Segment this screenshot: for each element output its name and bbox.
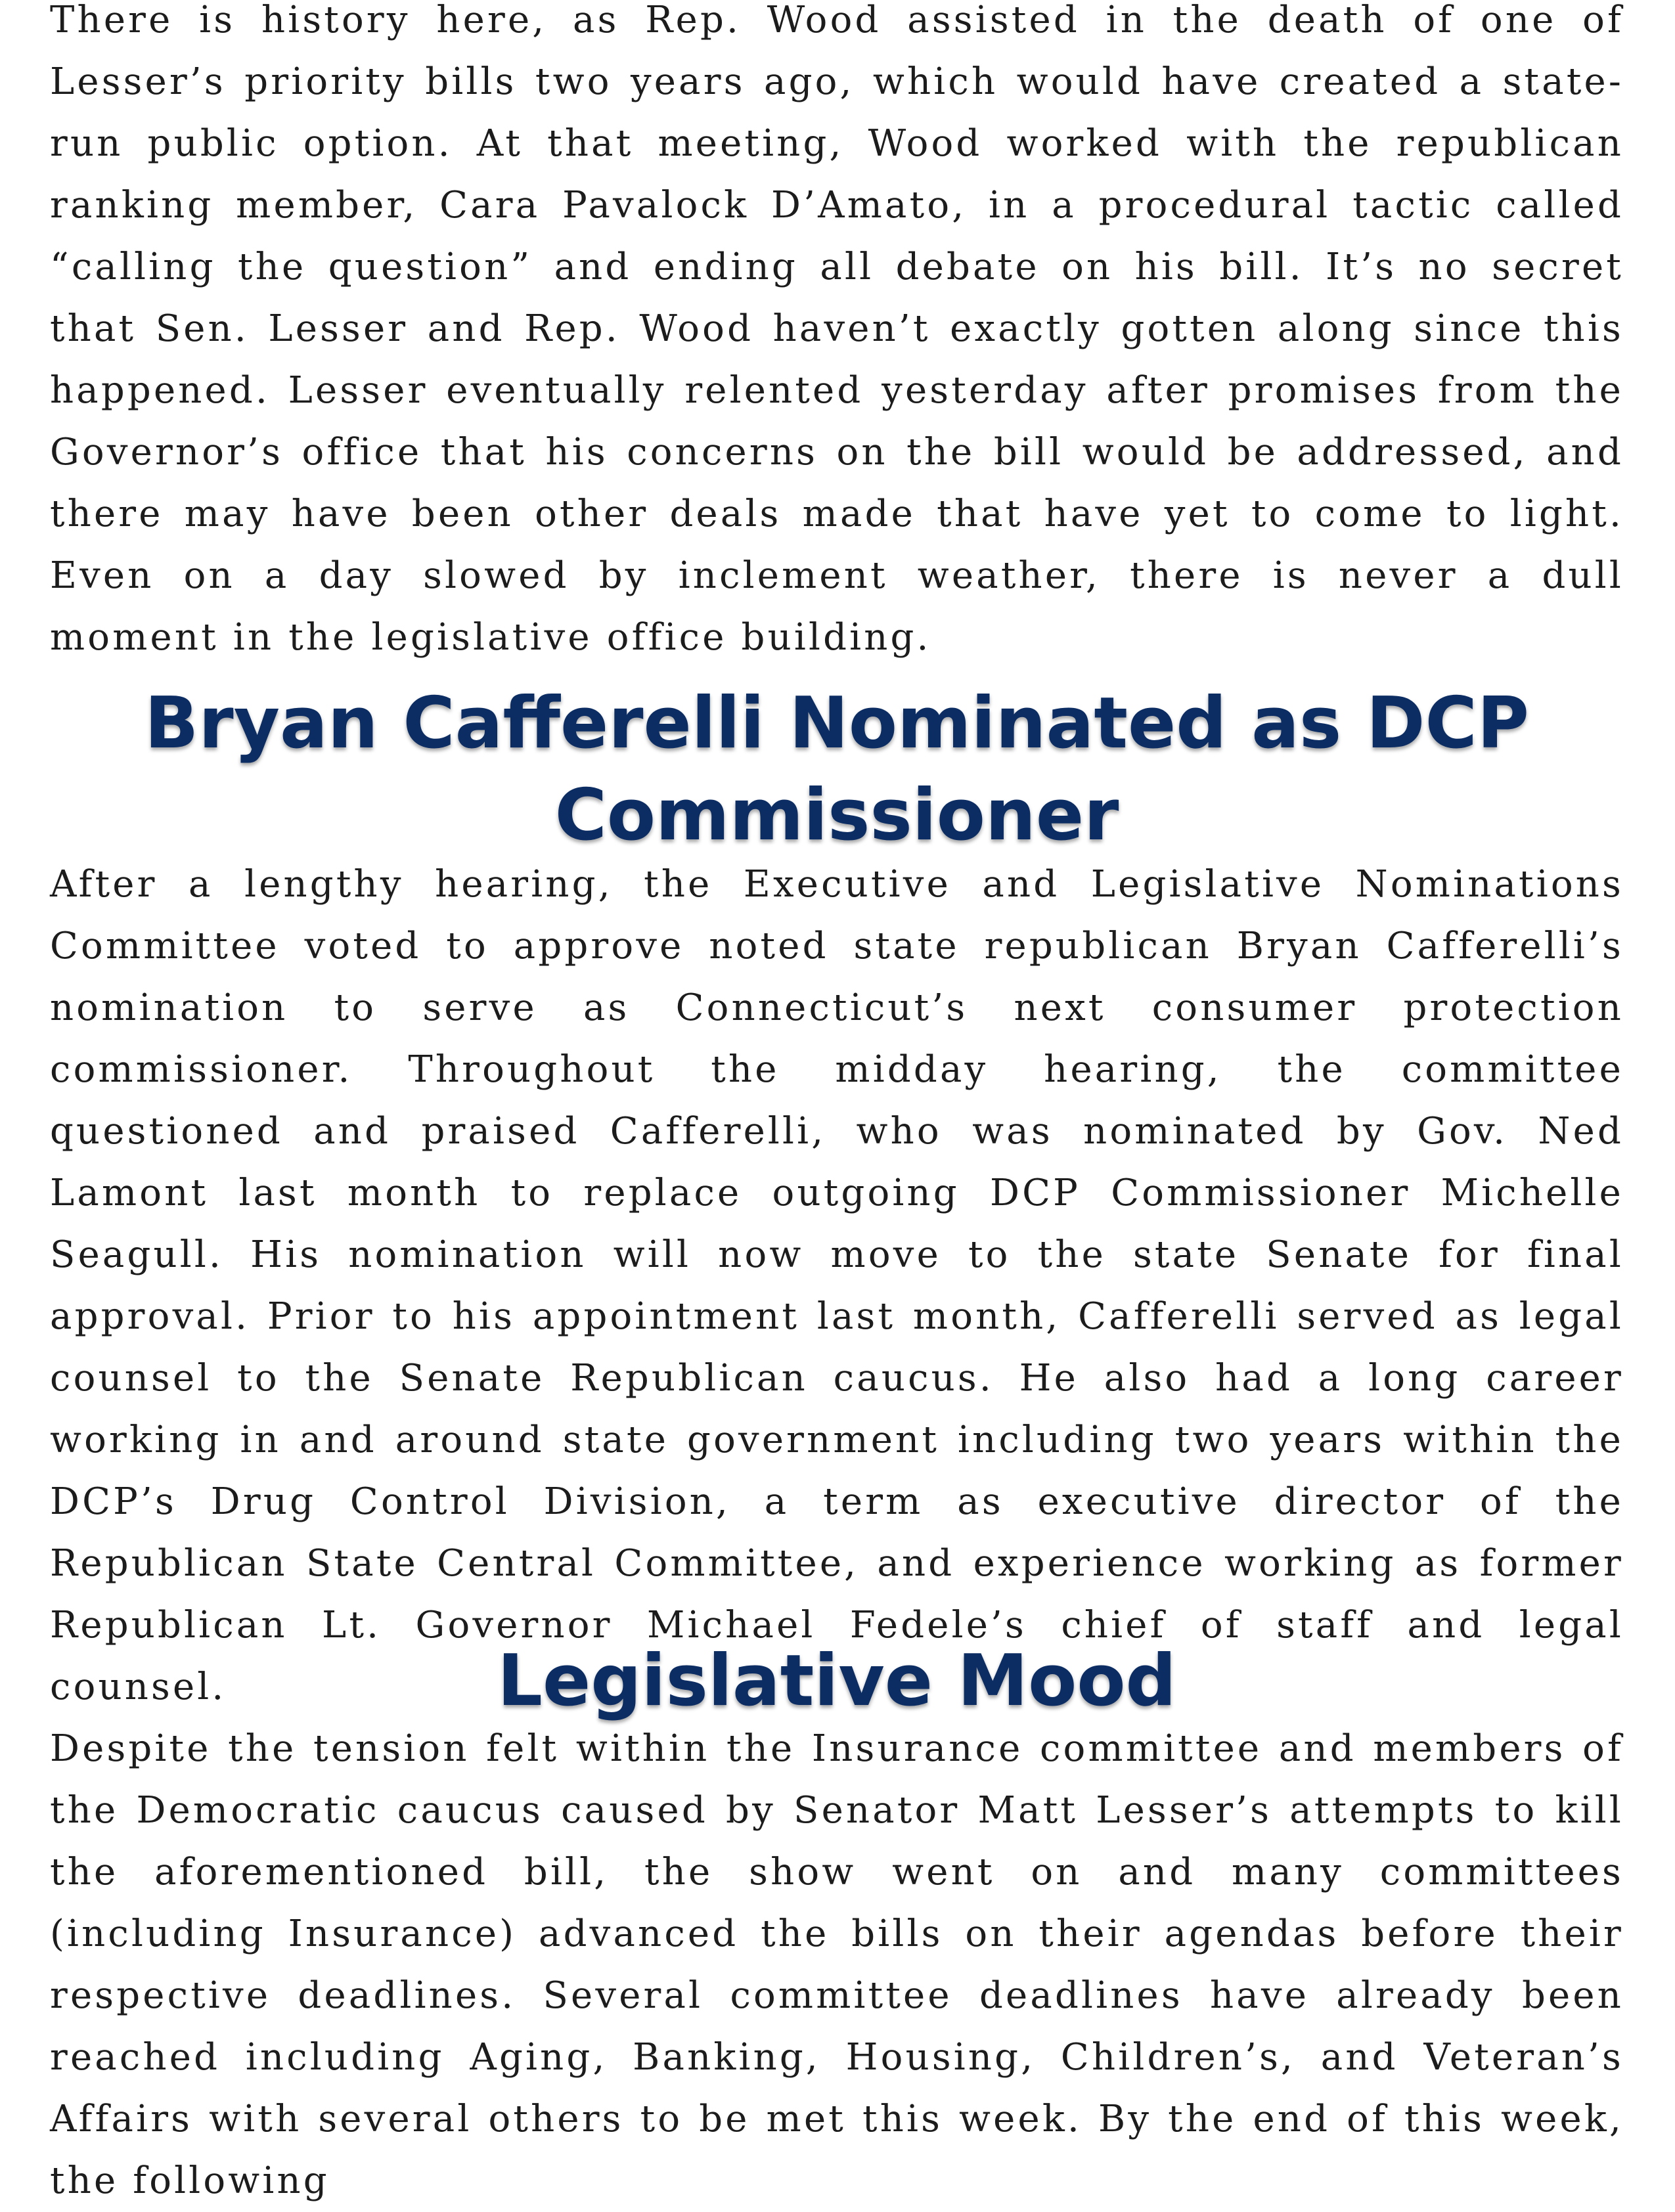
document-page	[50, 0, 1624, 2202]
section-heading-cafferelli: Bryan Cafferelli Nominated as DCP Commissioner	[145, 682, 1529, 856]
section-body-legislative-mood: Despite the tension felt within the Insurance committee and members of the Democratic caucus caused by Senator Matt Lesser’s attempts to kill the aforementioned bill, the show went on and many committees (including Insurance) advanced the bills on their agendas before their respective deadlines. Several committee deadlines have already been reached including Aging, Banking, Housing, Children’s, and Veteran’s Affairs with several others to be met this week. By the end of this week, the following	[50, 1727, 1624, 2202]
intro-paragraph: There is history here, as Rep. Wood assisted in the death of one of Lesser’s priority bills two years ago, which would have created a state-run public option. At that meeting, Wood worked with the republican ranking member, Cara Pavalock D’Amato, in a procedural tactic called “calling the question” and ending all debate on his bill. It’s no secret that Sen. Lesser and Rep. Wood haven’t exactly gotten along since this happened. Lesser eventually relented yesterday after promises from the Governor’s office that his concerns on the bill would be addressed, and there may have been other deals made that have yet to come to light. Even on a day slowed by inclement weather, there is never a dull moment in the legislative office building.	[50, 0, 1624, 659]
section-body-cafferelli: After a lengthy hearing, the Executive and Legislative Nominations Committee voted to approve noted state republican Bryan Cafferelli’s nomination to serve as Connecticut’s next consumer protection commissioner. Throughout the midday hearing, the committee questioned and praised Cafferelli, who was nominated by Gov. Ned Lamont last month to replace outgoing DCP Commissioner Michelle Seagull. His nomination will now move to the state Senate for final approval. Prior to his appointment last month, Cafferelli served as legal counsel to the Senate Republican caucus. He also had a long career working in and around state government including two years within the DCP’s Drug Control Division, a term as executive director of the Republican State Central Committee, and experience working as former Republican Lt. Governor Michael Fedele’s chief of staff and legal counsel.	[50, 863, 1624, 1708]
section-heading-legislative-mood: Legislative Mood	[497, 1640, 1176, 1722]
